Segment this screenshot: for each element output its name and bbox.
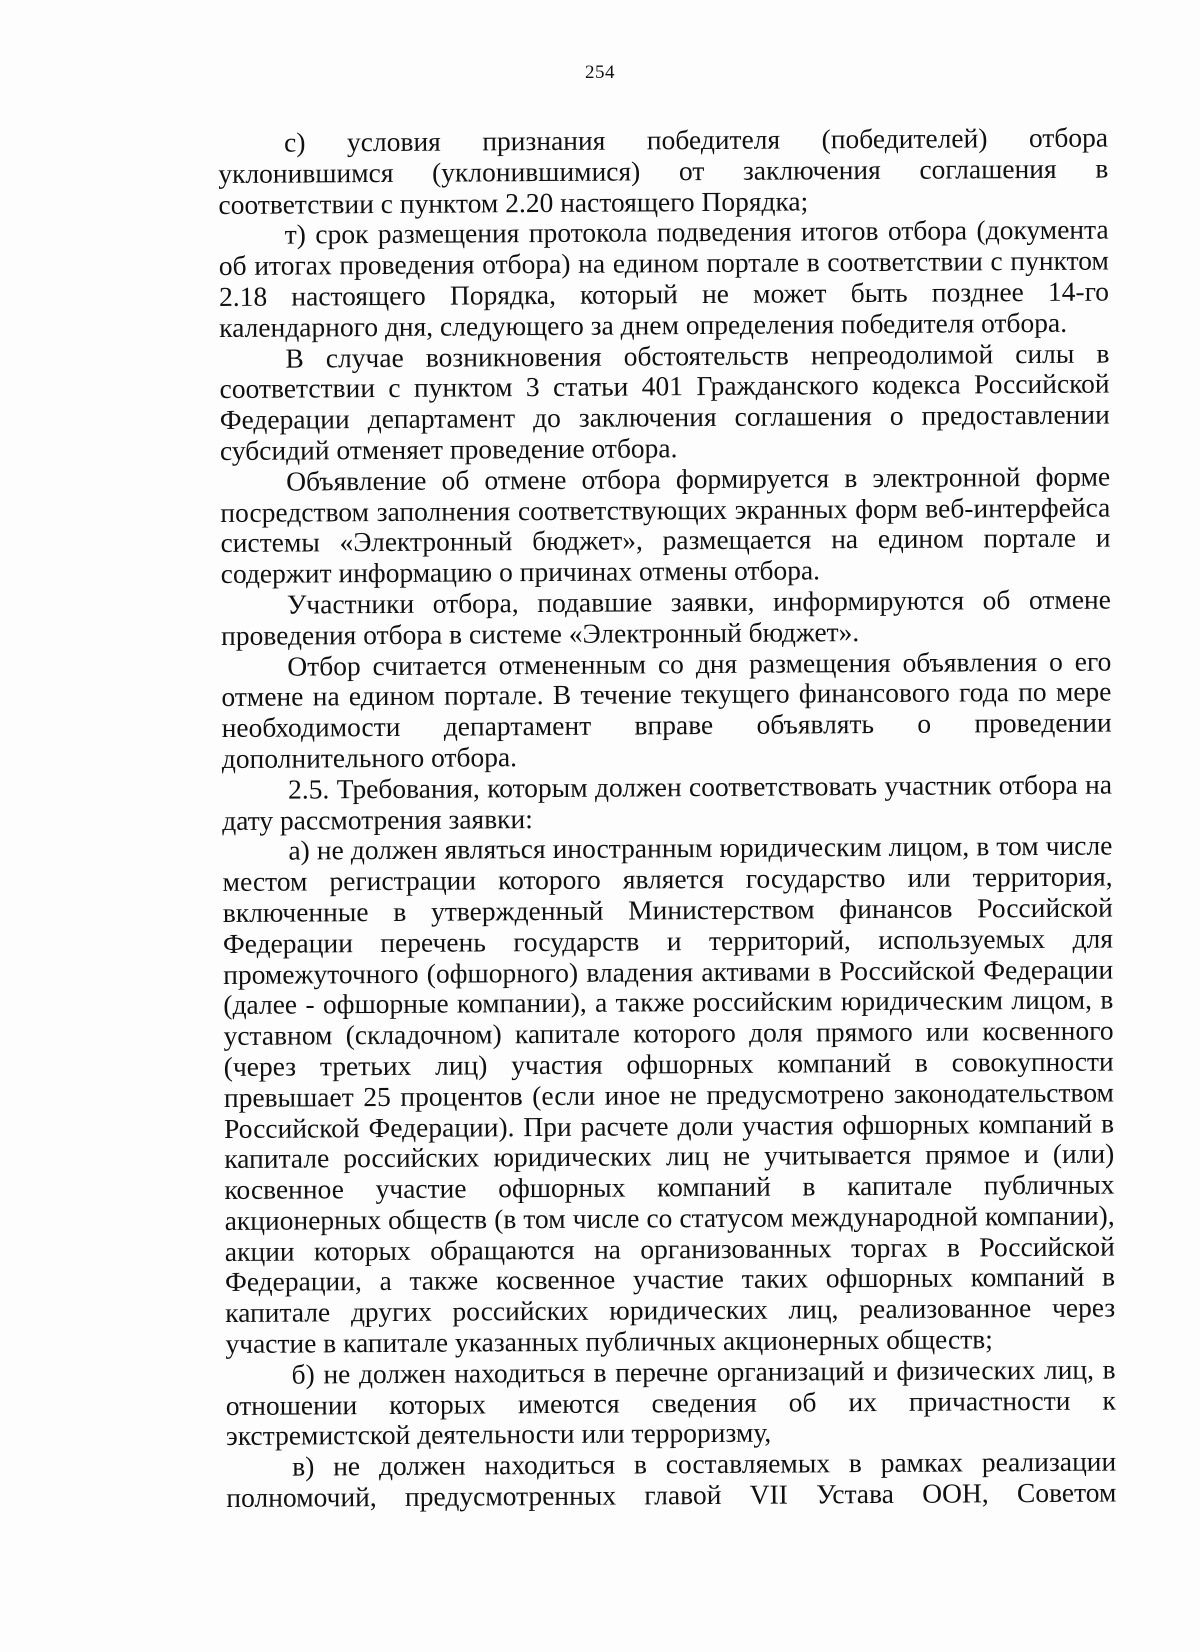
paragraph-item-s: с) условия признания победителя (победителей) отбора уклонившимся (уклонившимися) от заключения соглашения в соответствии с пунктом 2.20 настоящего Порядка; <box>218 121 1109 220</box>
paragraph-cancellation-notice: Объявление об отмене отбора формируется в электронной форме посредством заполнения соответствующих экранных форм веб-интерфейса системы «Электронный бюджет», размещается на едином портале и содержит информацию о причинах отмены отбора. <box>220 460 1111 590</box>
paragraph-item-b: б) не должен находиться в перечне организаций и физических лиц, в отношении которых имеются сведения об их причастности к экстремистской деятельности или терроризму, <box>225 1353 1116 1452</box>
paragraph-section-2-5: 2.5. Требования, которым должен соответствовать участник отбора на дату рассмотрения заявки: <box>222 768 1113 836</box>
paragraph-participants-informed: Участники отбора, подавшие заявки, информируются об отмене проведения отбора в системе «Электронный бюджет». <box>221 583 1111 651</box>
paragraph-item-a: а) не должен являться иностранным юридическим лицом, в том числе местом регистрации которого является государство или территория, включенные в утвержденный Министерством финансов Российской Федерации перечень государств и территорий, используемых для промежуточного (офшорного) владения активами в Российской Федерации (далее - офшорные компании), а также российским юридическим лицом, в уставном (складочном) капитале которого доля прямого или косвенного (через третьих лиц) участия офшорных компаний в совокупности превышает 25 процентов (если иное не предусмотрено законодательством Российской Федерации). При расчете доли участия офшорных компаний в капитале российских юридических лиц не учитывается прямое и (или) косвенное участие офшорных компаний в капитале публичных акционерных обществ (в том числе со статусом международной компании), акции которых обращаются на организованных торгах в Российской Федерации, а также косвенное участие таких офшорных компаний в капитале других российских юридических лиц, реализованное через участие в капитале указанных публичных акционерных обществ; <box>222 829 1116 1360</box>
paragraph-item-v: в) не должен находиться в составляемых в рамках реализации полномочий, предусмотренных главой VII Устава ООН, Советом <box>226 1445 1117 1514</box>
paragraph-selection-cancelled: Отбор считается отмененным со дня размещения объявления о его отмене на едином портале. В течение текущего финансового года по мере необходимости департамент вправе объявлять о проведении дополнительного отбора. <box>221 645 1112 774</box>
paragraph-force-majeure: В случае возникновения обстоятельств непреодолимой силы в соответствии с пунктом 3 статьи 401 Гражданского кодекса Российской Федерации департамент до заключения соглашения о предоставлении субсидий отменяет проведение отбора. <box>219 337 1110 466</box>
page-number: 254 <box>585 62 615 83</box>
paragraph-item-t: т) срок размещения протокола подведения итогов отбора (документа об итогах проведения отбора) на едином портале в соответствии с пунктом 2.18 настоящего Порядка, который не может быть позднее 14-го календарного дня, следующего за днем определения победителя отбора. <box>218 213 1110 343</box>
document-body <box>218 123 1116 1514</box>
